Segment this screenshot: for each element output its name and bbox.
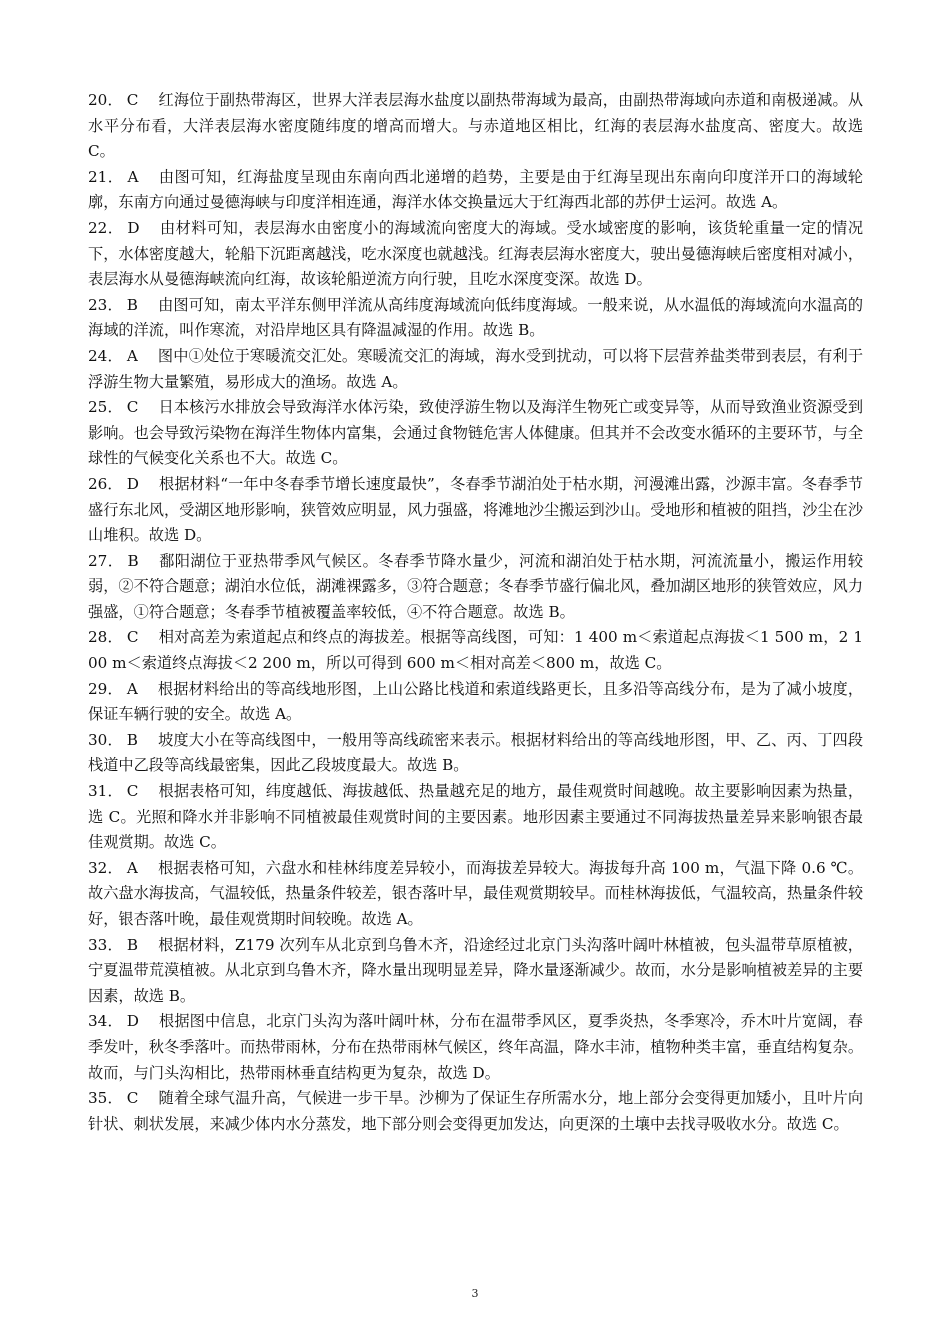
answer-item-30 [88,728,863,779]
question-number: 34． [88,1012,123,1031]
explanation-text: 根据材料，Z179 次列车从北京到乌鲁木齐，沿途经过北京门头沟落叶阔叶林植被，包头温带草原植被，宁夏温带荒漠植被。从北京到乌鲁木齐，降水量出现明显差异，降水量逐渐减少。故而，水分是影响植被差异的主要因素，故选 B。 [88,935,863,1005]
answer-item-35 [88,1086,863,1137]
answer-item-32 [88,856,863,933]
answer-letter: A [126,346,138,365]
answer-letter: B [126,935,139,954]
answer-item-29 [88,677,863,728]
answer-letter: B [126,730,138,749]
explanation-text: 随着全球气温升高，气候进一步干旱。沙柳为了保证生存所需水分，地上部分会变得更加矮小，且叶片向针状、刺状发展，来减少体内水分蒸发，地下部分则会变得更加发达，向更深的土壤中去找寻吸收水分。故选 C。 [88,1089,864,1133]
explanation-text: 图中①处位于寒暖流交汇处。寒暖流交汇的海域，海水受到扰动，可以将下层营养盐类带到表层，有利于浮游生物大量繁殖，易形成大的渔场。故选 A。 [88,346,864,391]
question-number: 23． [88,295,123,314]
answer-item-20 [88,88,863,165]
answer-item-26 [88,472,863,549]
answer-letter: C [126,398,139,417]
question-number: 31． [88,782,123,801]
explanation-text: 坡度大小在等高线图中，一般用等高线疏密来表示。根据材料给出的等高线地形图，甲、乙、丙、丁四段栈道中乙段等高线最密集，因此乙段坡度最大。故选 B。 [88,730,864,775]
explanation-text: 鄱阳湖位于亚热带季风气候区。冬春季节降水量少，河流和湖泊处于枯水期，河流流量小，搬运作用较弱，②不符合题意；湖泊水位低，湖滩裸露多，③符合题意；冬春季节盛行偏北风，叠加湖区地形的狭管效应，风力强盛，①符合题意；冬春季节植被覆盖率较低，④不符合题意。故选 B。 [88,551,864,621]
answer-letter: C [126,628,139,647]
answer-letter: C [126,1089,139,1108]
answer-item-27 [88,549,863,626]
page-number: 3 [471,1287,479,1300]
answer-explanations [88,88,863,1137]
explanation-text: 由图可知，红海盐度呈现由东南向西北递增的趋势，主要是由于红海呈现出东南向印度洋开口的海域轮廓，东南方向通过曼德海峡与印度洋相连通，海洋水体交换量远大于红海西北部的苏伊士运河。故选 A。 [88,167,863,212]
answer-letter: D [126,474,139,493]
explanation-text: 相对高差为索道起点和终点的海拔差。根据等高线图，可知：1 400 m＜索道起点海拔＜1 500 m，2 100 m＜索道终点海拔＜2 200 m，所以可得到 600 m＜相对高差＜800 m，故选 C。 [88,628,863,673]
explanation-text: 红海位于副热带海区，世界大洋表层海水盐度以副热带海域为最高，由副热带海域向赤道和南极递减。从水平分布看，大洋表层海水密度随纬度的增高而增大。与赤道地区相比，红海的表层海水盐度高、密度大。故选 C。 [88,91,864,161]
question-number: 26． [88,474,123,493]
explanation-text: 根据材料“一年中冬春季节增长速度最快”，冬春季节湖泊处于枯水期，河漫滩出露，沙源丰富。冬春季节盛行东北风，受湖区地形影响，狭管效应明显，风力强盛，将滩地沙尘搬运到沙山。受地形和植被的阻挡，沙尘在沙山堆积。故选 D。 [88,474,863,545]
answer-letter: B [127,551,139,570]
question-number: 27． [88,551,124,570]
answer-item-23 [88,293,863,344]
answer-item-22 [88,216,863,293]
explanation-text: 由材料可知，表层海水由密度小的海域流向密度大的海域。受水域密度的影响，该货轮重量一定的情况下，水体密度越大，轮船下沉距离越浅，吃水深度也就越浅。红海表层海水密度大，驶出曼德海峡后密度相对减小，表层海水从曼德海峡流向红海，故该轮船逆流方向行驶，且吃水深度变深。故选 D。 [88,218,864,289]
answer-letter: A [127,167,139,186]
answer-item-31 [88,779,863,856]
answer-item-25 [88,395,863,472]
question-number: 35． [88,1089,123,1108]
question-number: 22． [88,218,124,237]
answer-item-24 [88,344,863,395]
answer-letter: A [126,858,138,877]
answer-letter: B [126,295,138,314]
answer-letter: D [126,1012,139,1031]
answer-item-33 [88,933,863,1010]
answer-letter: D [127,218,140,237]
question-number: 32． [88,858,123,877]
answer-item-28 [88,625,863,676]
answer-item-21 [88,165,863,216]
answer-letter: A [126,679,138,698]
explanation-text: 日本核污水排放会导致海洋水体污染，致使浮游生物以及海洋生物死亡或变异等，从而导致渔业资源受到影响。也会导致污染物在海洋生物体内富集，会通过食物链危害人体健康。但其并不会改变水循环的主要环节，与全球性的气候变化关系也不大。故选 C。 [88,398,864,468]
question-number: 20． [88,91,123,109]
explanation-text: 由图可知，南太平洋东侧甲洋流从高纬度海域流向低纬度海域。一般来说，从水温低的海域流向水温高的海域的洋流，叫作寒流，对沿岸地区具有降温减湿的作用。故选 B。 [88,295,864,340]
explanation-text: 根据图中信息，北京门头沟为落叶阔叶林，分布在温带季风区，夏季炎热，冬季寒冷，乔木叶片宽阔，春季发叶，秋冬季落叶。而热带雨林，分布在热带雨林气候区，终年高温，降水丰沛，植物种类丰富，垂直结构复杂。故而，与门头沟相比，热带雨林垂直结构更为复杂，故选 D。 [88,1012,863,1082]
question-number: 24． [88,346,123,365]
explanation-text: 根据表格可知，六盘水和桂林纬度差异较小，而海拔差异较大。海拔每升高 100 m，气温下降 0.6 ℃。故六盘水海拔高，气温较低，热量条件较差，银杏落叶早，最佳观赏期较早。而桂林海拔低，气温较高，热量条件较好，银杏落叶晚，最佳观赏期时间较晚。故选 A。 [88,858,864,928]
question-number: 30． [88,730,123,749]
explanation-text: 根据材料给出的等高线地形图，上山公路比栈道和索道线路更长，且多沿等高线分布，是为了减小坡度，保证车辆行驶的安全。故选 A。 [88,679,864,724]
question-number: 33． [88,935,123,954]
explanation-text: 根据表格可知，纬度越低、海拔越低、热量越充足的地方，最佳观赏时间越晚。故主要影响因素为热量，选 C。光照和降水并非影响不同植被最佳观赏时间的主要因素。地形因素主要通过不同海拔热量差异来影响银杏最佳观赏期。故选 C。 [88,782,864,852]
answer-letter: C [126,91,139,109]
question-number: 25． [88,398,123,417]
answer-item-34 [88,1009,863,1086]
question-number: 29． [88,679,123,698]
answer-letter: C [126,782,139,801]
question-number: 28． [88,628,123,647]
question-number: 21． [88,167,124,186]
